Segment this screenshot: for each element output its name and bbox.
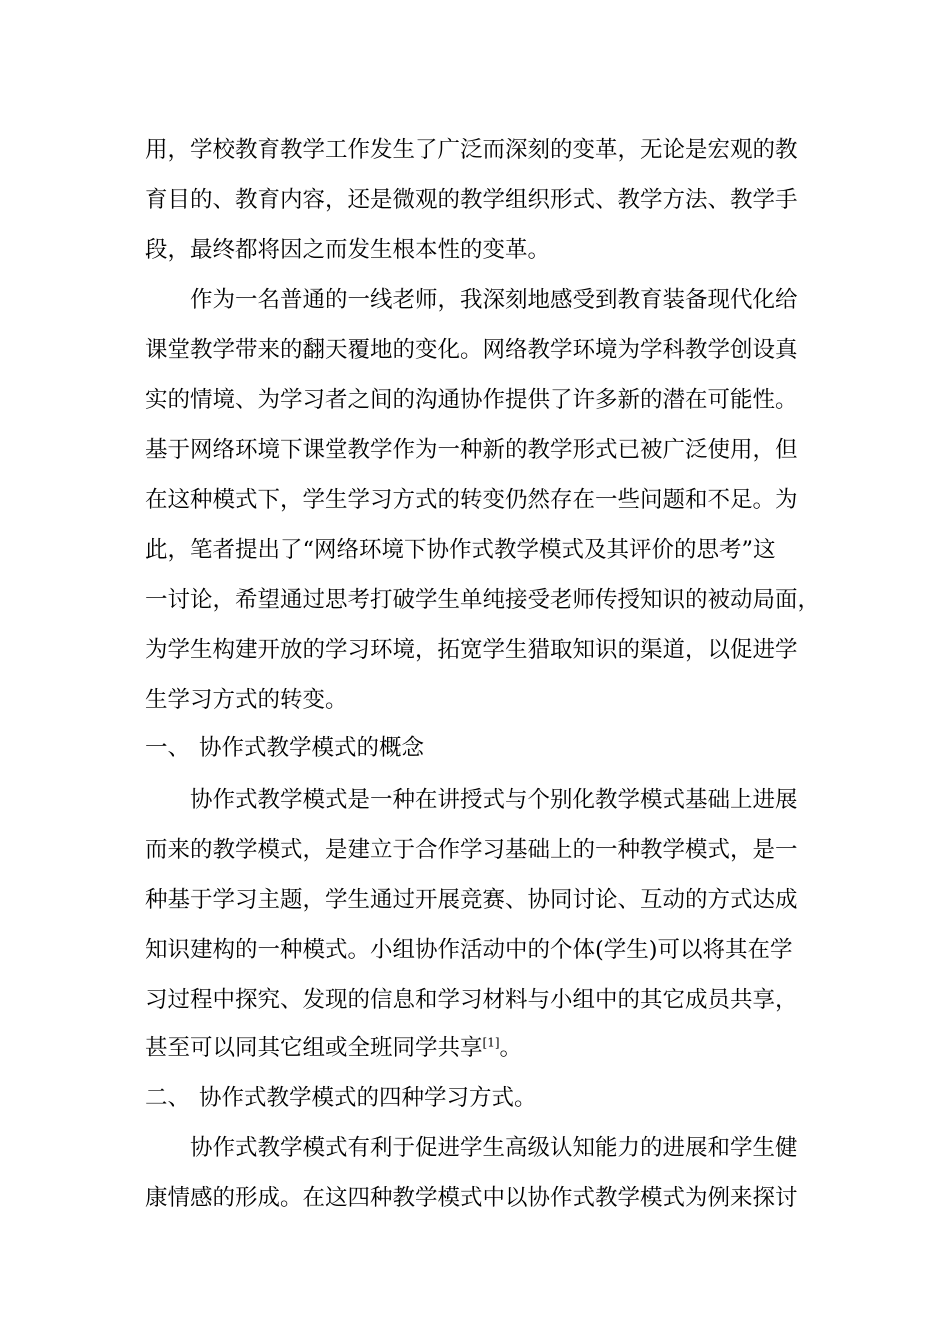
paragraph-line: 此，笔者提出了“网络环境下协作式教学模式及其评价的思考”这: [145, 537, 776, 563]
paragraph-line: 实的情境、为学习者之间的沟通协作提供了许多新的潜在可能性。: [145, 387, 798, 413]
paragraph-line: 协作式教学模式是一种在讲授式与个别化教学模式基础上进展: [190, 787, 798, 813]
heading-title: 协作式教学模式的四种学习方式。: [199, 1085, 537, 1111]
citation-reference: [1]: [482, 1035, 500, 1050]
paragraph-line: 习过程中探究、发现的信息和学习材料与小组中的其它成员共享，: [145, 987, 798, 1013]
paragraph-line: 课堂教学带来的翻天覆地的变化。网络教学环境为学科教学创设真: [145, 337, 798, 363]
section-heading-1: [145, 723, 424, 773]
paragraph-line: 作为一名普通的一线老师，我深刻地感受到教育装备现代化给: [190, 287, 798, 313]
paragraph-line: [145, 1023, 522, 1073]
heading-title: 协作式教学模式的概念: [199, 735, 425, 761]
paragraph-line: 为学生构建开放的学习环境，拓宽学生猎取知识的渠道，以促进学: [145, 637, 798, 663]
paragraph-line: 在这种模式下，学生学习方式的转变仍然存在一些问题和不足。为: [145, 487, 798, 513]
paragraph-line: 种基于学习主题，学生通过开展竞赛、协同讨论、互动的方式达成: [145, 887, 798, 913]
paragraph-line: 协作式教学模式有利于促进学生高级认知能力的进展和学生健: [190, 1135, 798, 1161]
section-heading-2: [145, 1073, 537, 1123]
heading-number: 二、: [145, 1085, 191, 1111]
paragraph-line: 育目的、教育内容，还是微观的教学组织形式、教学方法、教学手: [145, 187, 798, 213]
paragraph-line: 康情感的形成。在这四种教学模式中以协作式教学模式为例来探讨: [145, 1185, 798, 1211]
paragraph-line: 生学习方式的转变。: [145, 687, 348, 713]
paragraph-line: 用，学校教育教学工作发生了广泛而深刻的变革，无论是宏观的教: [145, 137, 798, 163]
paragraph-line: 一讨论，希望通过思考打破学生单纯接受老师传授知识的被动局面，: [145, 587, 821, 613]
paragraph-line: 知识建构的一种模式。小组协作活动中的个体(学生)可以将其在学: [145, 937, 793, 963]
paragraph-line: 段，最终都将因之而发生根本性的变革。: [145, 237, 551, 263]
paragraph-text: 甚至可以同其它组或全班同学共享: [145, 1035, 483, 1061]
paragraph-line: 而来的教学模式，是建立于合作学习基础上的一种教学模式，是一: [145, 837, 798, 863]
paragraph-end-punct: 。: [499, 1035, 523, 1061]
paragraph-line: 基于网络环境下课堂教学作为一种新的教学形式已被广泛使用，但: [145, 437, 798, 463]
heading-number: 一、: [145, 735, 191, 761]
